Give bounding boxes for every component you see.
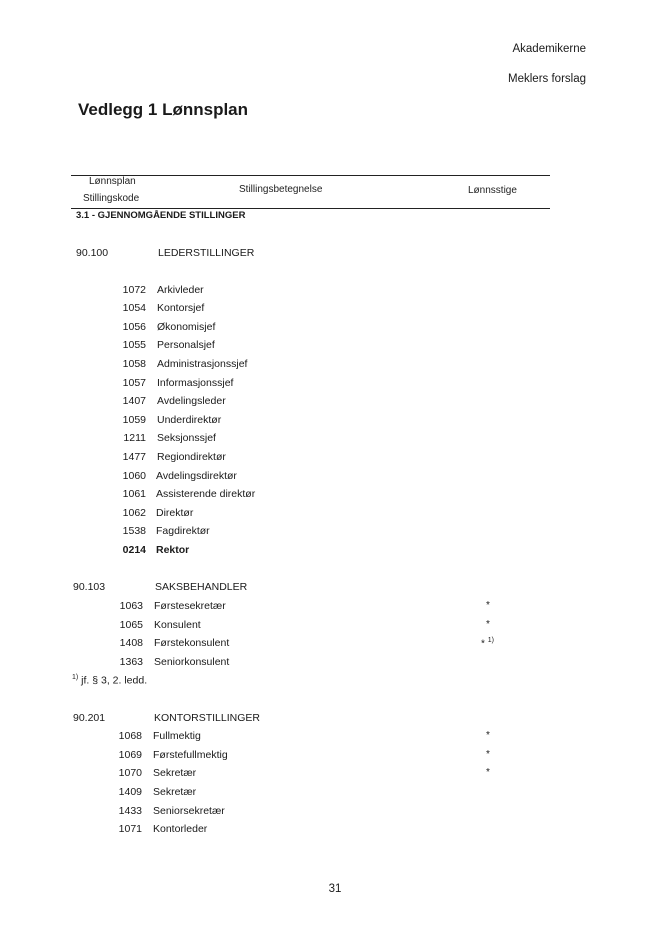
row-title: Informasjonssjef	[157, 377, 234, 389]
group-code: 90.100	[76, 247, 109, 259]
page-title: Vedlegg 1 Lønnsplan	[78, 100, 249, 119]
row-title: Arkivleder	[157, 284, 204, 296]
row-code: 1058	[122, 358, 146, 370]
row-code: 1069	[118, 749, 142, 761]
row-code: 1211	[123, 432, 146, 444]
row-title: Fagdirektør	[156, 525, 210, 537]
row-code: 1072	[122, 284, 146, 296]
lonnsstige-marker: *	[486, 600, 490, 611]
row-title: Assisterende direktør	[156, 488, 256, 500]
row-title: Kontorsjef	[157, 302, 205, 314]
row-code: 1065	[119, 619, 143, 631]
footnote-text: jf. § 3, 2. ledd.	[81, 674, 148, 687]
row-code: 1538	[122, 525, 146, 537]
group-name: LEDERSTILLINGER	[158, 247, 255, 259]
row-title: Sekretær	[153, 767, 197, 779]
row-title: Seksjonssjef	[157, 432, 216, 444]
row-code: 1408	[119, 637, 143, 649]
footnote-mark: 1)	[72, 674, 79, 681]
row-title: Underdirektør	[157, 414, 222, 426]
col-header-stillingskode: Stillingskode	[83, 193, 140, 204]
group-code: 90.201	[73, 712, 106, 724]
row-title: Direktør	[156, 507, 194, 519]
row-code: 1477	[122, 451, 146, 463]
row-code: 0214	[122, 544, 146, 556]
col-header-lonnsplan: Lønnsplan	[89, 176, 136, 187]
row-title: Avdelingsleder	[157, 395, 226, 407]
row-title: Rektor	[156, 544, 190, 556]
lonnsstige-marker: *	[486, 619, 490, 630]
row-title: Administrasjonssjef	[157, 358, 248, 370]
lonnsstige-marker	[481, 637, 494, 649]
table-top-rule	[71, 175, 550, 176]
row-code: 1055	[122, 339, 146, 351]
col-header-lonnsstige: Lønnsstige	[468, 185, 517, 196]
row-code: 1071	[118, 823, 142, 835]
row-title: Sekretær	[153, 786, 197, 798]
footnote	[72, 674, 147, 687]
row-code: 1060	[122, 470, 146, 482]
row-title: Seniorkonsulent	[154, 656, 230, 668]
row-code: 1363	[119, 656, 143, 668]
row-code: 1056	[122, 321, 146, 333]
lonnsstige-marker: *	[486, 749, 490, 760]
row-title: Kontorleder	[153, 823, 208, 835]
header-org: Akademikerne	[512, 43, 586, 55]
page-number: 31	[328, 883, 342, 895]
lonnsstige-star: *	[481, 638, 485, 650]
row-title: Førstefullmektig	[153, 749, 228, 761]
row-code: 1061	[122, 488, 146, 500]
group-name: KONTORSTILLINGER	[154, 712, 260, 724]
row-title: Personalsjef	[157, 339, 215, 351]
footnote-ref: 1)	[487, 637, 494, 644]
row-code: 1054	[122, 302, 146, 314]
row-code: 1059	[122, 414, 146, 426]
row-code: 1433	[118, 805, 142, 817]
group-code: 90.103	[73, 581, 106, 593]
row-code: 1062	[122, 507, 146, 519]
row-title: Økonomisjef	[157, 321, 216, 333]
row-code: 1070	[118, 767, 142, 779]
row-code: 1407	[122, 395, 146, 407]
row-code: 1063	[119, 600, 143, 612]
group-name: SAKSBEHANDLER	[155, 581, 248, 593]
row-title: Førstesekretær	[154, 600, 226, 612]
col-header-stillingsbetegnelse: Stillingsbetegnelse	[239, 184, 323, 195]
row-title: Førstekonsulent	[154, 637, 230, 649]
lonnsstige-marker: *	[486, 730, 490, 741]
row-title: Avdelingsdirektør	[156, 470, 237, 482]
row-title: Regiondirektør	[157, 451, 226, 463]
row-title: Konsulent	[154, 619, 201, 631]
lonnsstige-marker: *	[486, 767, 490, 778]
row-code: 1409	[118, 786, 142, 798]
table-header-bottom-rule	[71, 208, 550, 209]
section-title: 3.1 - GJENNOMGÅENDE STILLINGER	[76, 210, 246, 221]
row-code: 1068	[118, 730, 142, 742]
header-subtitle: Meklers forslag	[508, 73, 586, 85]
row-code: 1057	[122, 377, 146, 389]
row-title: Fullmektig	[153, 730, 201, 742]
row-title: Seniorsekretær	[153, 805, 225, 817]
